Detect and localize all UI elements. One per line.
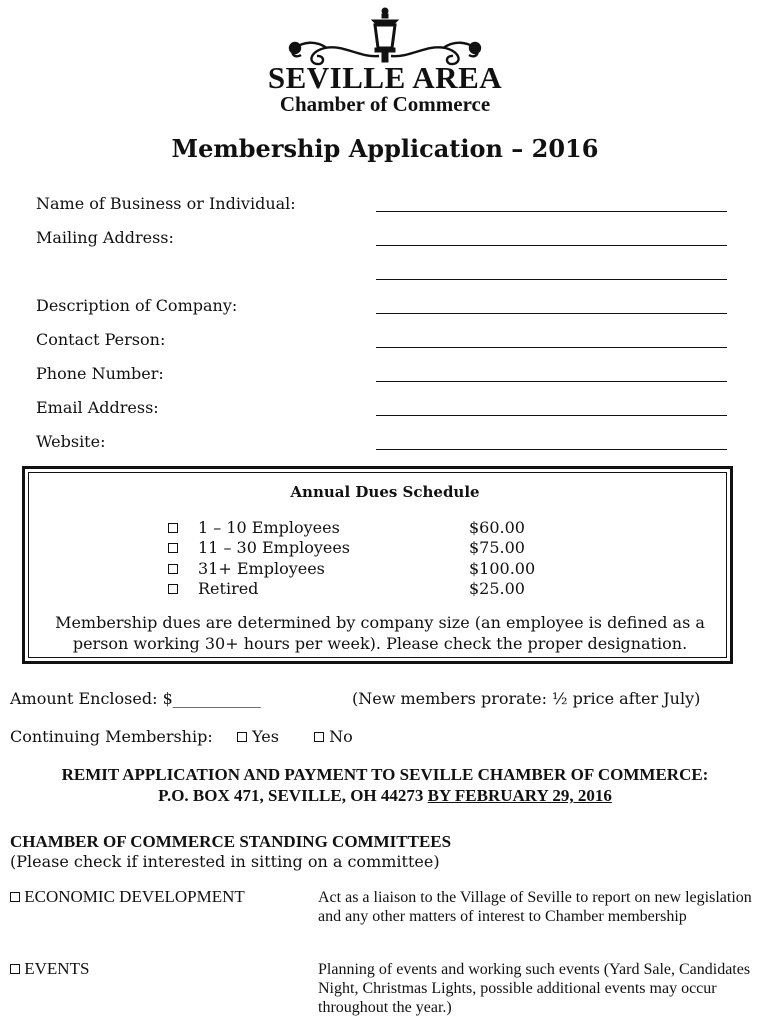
- remit-line-1: REMIT APPLICATION AND PAYMENT TO SEVILLE CHAMBER OF COMMERCE:: [61, 765, 709, 784]
- field-label-mailing-address: Mailing Address:: [36, 228, 174, 247]
- dues-price: $100.00: [469, 559, 536, 578]
- committees-heading: CHAMBER OF COMMERCE STANDING COMMITTEES: [10, 832, 452, 851]
- committee-description: Planning of events and working such events (Yard Sale, Candidates Night, Christmas Lights, possible additional events may occur throughout the year.): [318, 961, 751, 1016]
- dues-checkbox-retired[interactable]: [168, 579, 178, 598]
- field-label-contact: Contact Person:: [36, 330, 166, 349]
- committee-name: ECONOMIC DEVELOPMENT: [24, 887, 245, 906]
- contact-line[interactable]: [376, 347, 727, 348]
- dues-label: 11 – 30 Employees: [198, 538, 351, 557]
- dues-label: 1 – 10 Employees: [198, 518, 340, 537]
- description-line[interactable]: [376, 313, 727, 314]
- dues-checkbox-1-10[interactable]: [168, 518, 178, 537]
- committee-economic-development[interactable]: [10, 887, 245, 907]
- committee-description: Act as a liaison to the Village of Seville to report on new legislation and any other matters of interest to Chamber membership: [318, 889, 752, 925]
- dues-checkbox-11-30[interactable]: [168, 538, 178, 557]
- remit-address: P.O. BOX 471, SEVILLE, OH 44273: [158, 786, 424, 805]
- committee-checkbox[interactable]: [10, 964, 20, 974]
- mailing-address-line-2[interactable]: [376, 279, 727, 280]
- email-line[interactable]: [376, 415, 727, 416]
- no-label: No: [329, 727, 353, 746]
- dues-checkbox-31-plus[interactable]: [168, 559, 178, 578]
- street-lamp-icon: [372, 8, 398, 62]
- business-name-line[interactable]: [376, 211, 727, 212]
- field-label-description: Description of Company:: [36, 296, 238, 315]
- field-label-email: Email Address:: [36, 398, 159, 417]
- continuing-yes-option[interactable]: [237, 727, 279, 746]
- field-label-phone: Phone Number:: [36, 364, 164, 383]
- logo-subtitle: Chamber of Commerce: [279, 92, 491, 116]
- remit-line-2: [0, 786, 770, 806]
- yes-label: Yes: [252, 727, 279, 746]
- amount-enclosed: [10, 689, 261, 708]
- page-title: Membership Application – 2016: [171, 134, 599, 163]
- logo-title: SEVILLE AREA: [267, 60, 503, 95]
- dues-title: Annual Dues Schedule: [290, 483, 480, 501]
- dues-label: 31+ Employees: [198, 559, 325, 578]
- amount-blank[interactable]: ___________: [172, 689, 261, 708]
- dues-price: $25.00: [469, 579, 525, 598]
- remit-deadline: BY FEBRUARY 29, 2016: [427, 786, 612, 805]
- prorate-note: (New members prorate: ½ price after July): [352, 689, 701, 708]
- field-label-website: Website:: [36, 432, 106, 451]
- mailing-address-line-1[interactable]: [376, 245, 727, 246]
- committee-checkbox[interactable]: [10, 892, 20, 902]
- committee-events[interactable]: [10, 959, 89, 979]
- phone-line[interactable]: [376, 381, 727, 382]
- field-label-business-name: Name of Business or Individual:: [36, 194, 296, 213]
- website-line[interactable]: [376, 449, 727, 450]
- dues-price: $60.00: [469, 518, 525, 537]
- dues-price: $75.00: [469, 538, 525, 557]
- dues-label: Retired: [198, 579, 259, 598]
- continuing-label: Continuing Membership:: [10, 727, 213, 746]
- no-checkbox[interactable]: [314, 732, 324, 742]
- continuing-no-option[interactable]: [314, 727, 353, 746]
- dues-note: Membership dues are determined by company size (an employee is defined as a person working 30+ hours per week). Please check the proper designation.: [55, 613, 705, 653]
- committee-name: EVENTS: [24, 959, 90, 978]
- committees-note: (Please check if interested in sitting on a committee): [10, 852, 440, 871]
- yes-checkbox[interactable]: [237, 732, 247, 742]
- amount-label: Amount Enclosed: $: [10, 689, 173, 708]
